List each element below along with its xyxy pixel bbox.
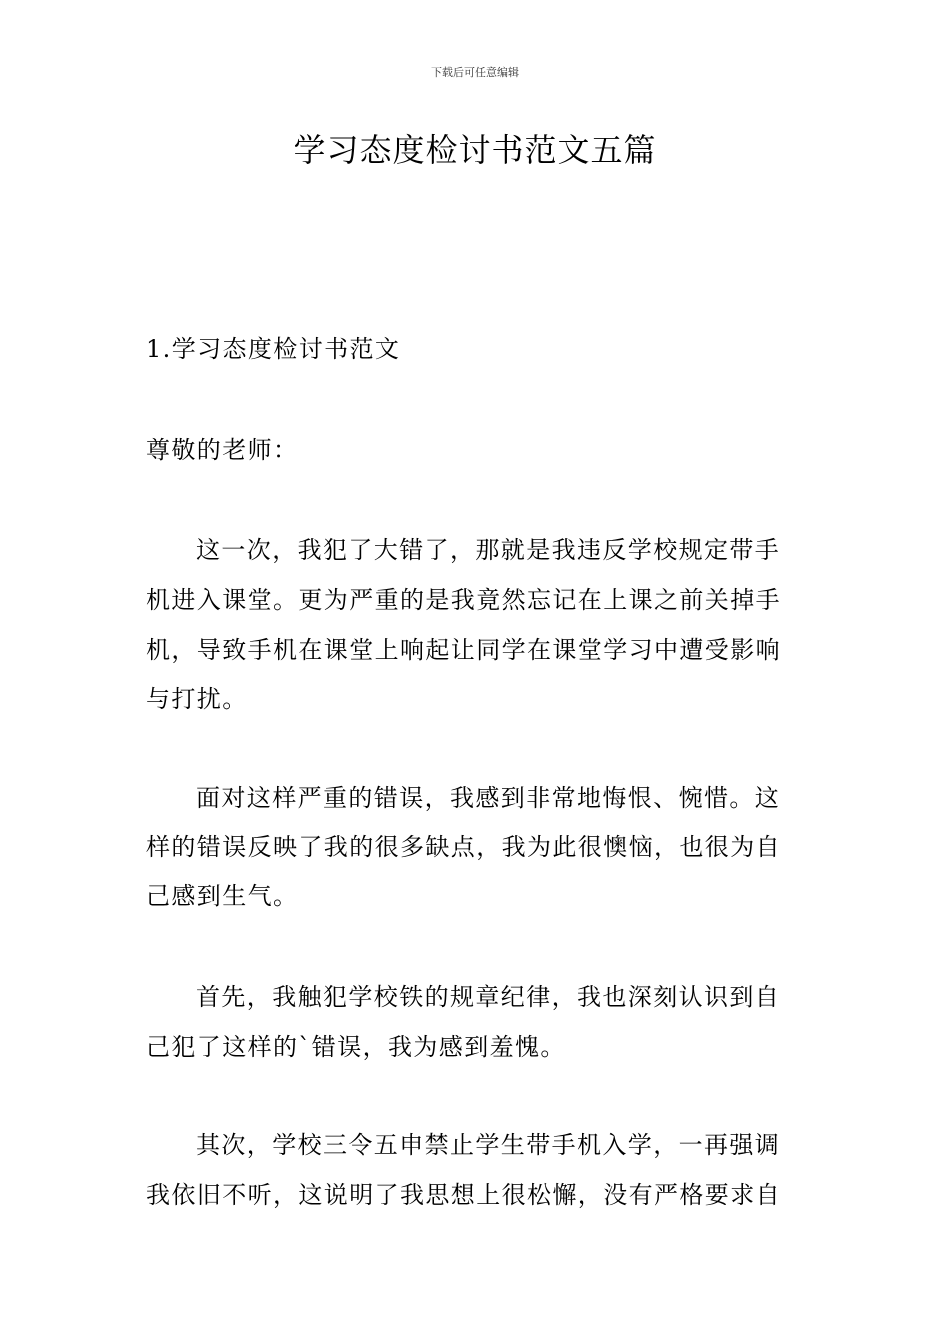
paragraph-4-line-2: 我依旧不听，这说明了我思想上很松懈，没有严格要求自 <box>146 1181 781 1209</box>
paragraph-1-line-4: 与打扰。 <box>146 685 248 713</box>
paragraph-1-line-1: 这一次，我犯了大错了，那就是我违反学校规定带手 <box>196 536 781 564</box>
paragraph-2-line-1: 面对这样严重的错误，我感到非常地悔恨、惋惜。这 <box>196 784 781 812</box>
header-note: 下载后可任意编辑 <box>431 66 519 79</box>
paragraph-1-line-3: 机，导致手机在课堂上响起让同学在课堂学习中遭受影响 <box>146 636 781 664</box>
paragraph-1-line-2: 机进入课堂。更为严重的是我竟然忘记在上课之前关掉手 <box>146 586 781 614</box>
paragraph-2-line-3: 己感到生气。 <box>146 882 299 910</box>
salutation: 尊敬的老师： <box>146 436 299 464</box>
paragraph-3-line-1: 首先，我触犯学校铁的规章纪律，我也深刻认识到自 <box>196 983 781 1011</box>
section-heading: 1.学习态度检讨书范文 <box>146 335 401 363</box>
paragraph-2-line-2: 样的错误反映了我的很多缺点，我为此很懊恼，也很为自 <box>146 833 781 861</box>
document-title: 学习态度检讨书范文五篇 <box>293 131 657 169</box>
paragraph-4-line-1: 其次，学校三令五申禁止学生带手机入学，一再强调 <box>196 1131 781 1159</box>
paragraph-3-line-2: 己犯了这样的`错误，我为感到羞愧。 <box>146 1033 566 1061</box>
